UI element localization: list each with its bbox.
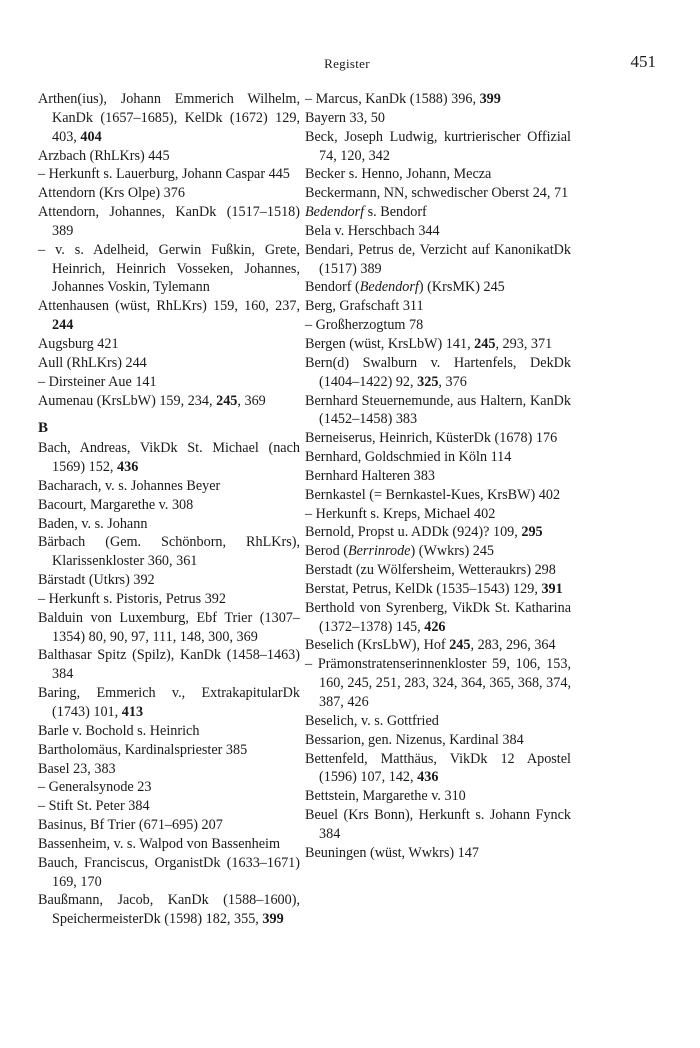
index-entry <box>305 429 571 448</box>
entry-text: Basel 23, 383 <box>38 760 116 777</box>
entry-text: Bendari, Petrus de, Verzicht auf KanonikatDk (1517) 389 <box>305 241 571 277</box>
index-entry <box>305 486 571 505</box>
entry-text: – Großherzogtum 78 <box>305 317 424 334</box>
main-reference: 436 <box>417 769 439 786</box>
entry-text: Augsburg 421 <box>38 335 119 352</box>
entry-text: , 369 <box>237 392 266 409</box>
entry-text: Bern(d) Swalburn v. Hartenfels, DekDk (1404–1422) 92, <box>305 354 571 390</box>
entry-text: Berthold von Syrenberg, VikDk St. Katharina (1372–1378) 145, <box>305 599 571 635</box>
entry-text: Bernold, Propst u. ADDk (924)? 109, <box>305 524 522 541</box>
index-entry <box>305 655 571 712</box>
index-entry <box>38 373 300 392</box>
entry-text: Bergen (wüst, KrsLbW) 141, <box>305 335 475 352</box>
main-reference: 426 <box>424 618 446 635</box>
entry-text: Bauch, Franciscus, OrganistDk (1633–1671) 169, 170 <box>38 854 300 890</box>
main-reference: 244 <box>52 317 74 334</box>
entry-text: Attendorn, Johannes, KanDk (1517–1518) 389 <box>38 204 300 239</box>
index-entry <box>38 684 300 722</box>
entry-text: Berneiserus, Heinrich, KüsterDk (1678) 176 <box>305 430 558 447</box>
index-entry <box>38 297 300 335</box>
entry-text: – Herkunft s. Lauerburg, Johann Caspar 445 <box>38 166 290 183</box>
index-entry <box>305 184 571 203</box>
main-reference: 391 <box>541 580 563 597</box>
entry-text: Beselich, v. s. Gottfried <box>305 712 439 729</box>
entry-text: Aumenau (KrsLbW) 159, 234, <box>38 392 217 409</box>
entry-text: ) (Wwkrs) 245 <box>410 543 495 560</box>
entry-text: Aull (RhLKrs) 244 <box>38 354 147 371</box>
entry-text: Bettenfeld, Matthäus, VikDk 12 Apostel (1596) 107, 142, <box>305 750 571 786</box>
historic-name: Bedendorf <box>305 204 365 221</box>
entry-text: – Prämonstratenserinnenkloster 59, 106, 153, 160, 245, 251, 283, 324, 364, 365, 368, 374, 387, 426 <box>305 656 571 710</box>
entry-text: Bendorf ( <box>305 279 360 296</box>
entry-text: Attenhausen (wüst, RhLKrs) 159, 160, 237, <box>38 298 300 315</box>
index-entry <box>38 646 300 684</box>
entry-text: Bessarion, gen. Nizenus, Kardinal 384 <box>305 731 524 748</box>
index-entry <box>305 599 571 637</box>
main-reference: 245 <box>449 637 471 654</box>
index-entry <box>38 477 300 496</box>
index-entry <box>305 278 571 297</box>
entry-text: ) (KrsMK) 245 <box>418 279 505 296</box>
main-reference: 436 <box>117 459 139 476</box>
index-entry <box>305 392 571 430</box>
index-column-left <box>38 90 300 929</box>
index-entry <box>305 128 571 166</box>
entry-text: Baring, Emmerich v., ExtrakapitularDk (1743) 101, <box>38 685 300 720</box>
index-entry <box>305 523 571 542</box>
index-entry <box>38 354 300 373</box>
index-entry <box>38 741 300 760</box>
main-reference: 399 <box>479 91 501 107</box>
historic-name: Berrinrode <box>347 543 411 560</box>
index-entry <box>38 515 300 534</box>
entry-text: – v. s. Adelheid, Gerwin Fußkin, Grete, Heinrich, Heinrich Vosseken, Johannes, Johannes Voskin, Tylemann <box>38 241 300 296</box>
index-entry <box>305 561 571 580</box>
index-entry <box>38 609 300 647</box>
main-reference: 404 <box>80 128 102 145</box>
main-reference: 399 <box>262 911 284 928</box>
index-entry <box>305 222 571 241</box>
entry-text: Baden, v. s. Johann <box>38 515 148 532</box>
index-entry <box>38 722 300 741</box>
page-number: 451 <box>630 52 656 71</box>
entry-text: Attendorn (Krs Olpe) 376 <box>38 185 185 202</box>
index-entry <box>305 448 571 467</box>
index-entry <box>305 731 571 750</box>
entry-text: Beuningen (wüst, Wwkrs) 147 <box>305 844 479 861</box>
main-reference: 245 <box>216 392 238 409</box>
entry-text: Arthen(ius), Johann Emmerich Wilhelm, KanDk (1657–1685), KelDk (1672) 129, 403, <box>38 91 300 145</box>
index-entry <box>38 778 300 797</box>
entry-text: Bartholomäus, Kardinalspriester 385 <box>38 741 248 758</box>
index-entry <box>38 590 300 609</box>
index-entry <box>305 109 571 128</box>
index-column-right <box>305 90 571 863</box>
index-entry <box>38 797 300 816</box>
index-entry <box>38 392 300 411</box>
index-entry <box>38 496 300 515</box>
entry-text: Balduin von Luxemburg, Ebf Trier (1307–1354) 80, 90, 97, 111, 148, 300, 369 <box>38 609 300 645</box>
index-entry <box>305 165 571 184</box>
entry-text: Bassenheim, v. s. Walpod von Bassenheim <box>38 835 280 852</box>
index-entry <box>305 203 571 222</box>
index-entry <box>305 542 571 561</box>
index-entry <box>305 712 571 731</box>
index-entry <box>305 297 571 316</box>
index-entry <box>38 760 300 779</box>
entry-text: Bacourt, Margarethe v. 308 <box>38 496 194 513</box>
index-entry <box>38 241 300 298</box>
entry-text: Bayern 33, 50 <box>305 109 385 126</box>
entry-text: , 293, 371 <box>495 335 553 352</box>
index-entry <box>38 90 300 147</box>
entry-text: Bernhard, Goldschmied in Köln 114 <box>305 449 512 466</box>
entry-text: Beuel (Krs Bonn), Herkunft s. Johann Fynck 384 <box>305 807 571 842</box>
main-reference: 245 <box>474 335 496 352</box>
entry-text: Bacharach, v. s. Johannes Beyer <box>38 477 221 494</box>
index-entry <box>305 806 571 844</box>
index-entry <box>305 787 571 806</box>
index-entry <box>305 316 571 335</box>
index-entry <box>38 335 300 354</box>
entry-text: Bernhard Steuernemunde, aus Haltern, KanDk (1452–1458) 383 <box>305 392 571 428</box>
entry-text: Beselich (KrsLbW), Hof <box>305 637 450 654</box>
entry-text: – Herkunft s. Pistoris, Petrus 392 <box>38 590 226 607</box>
index-entry <box>305 335 571 354</box>
main-reference: 325 <box>417 373 439 390</box>
index-entry <box>305 354 571 392</box>
entry-text: Barle v. Bochold s. Heinrich <box>38 722 200 739</box>
index-entry <box>305 636 571 655</box>
index-entry <box>38 816 300 835</box>
entry-text: Bärbach (Gem. Schönborn, RhLKrs), Klarissenkloster 360, 361 <box>38 534 300 570</box>
index-entry <box>38 147 300 166</box>
index-entry <box>305 467 571 486</box>
index-entry <box>305 844 571 863</box>
entry-text: Beck, Joseph Ludwig, kurtrierischer Offizial 74, 120, 342 <box>305 128 571 164</box>
index-entry <box>38 571 300 590</box>
section-letter: B <box>38 420 49 437</box>
entry-text: Berg, Grafschaft 311 <box>305 298 424 315</box>
index-entry <box>38 854 300 892</box>
entry-text: – Marcus, KanDk (1588) 396, <box>305 91 480 107</box>
index-entry <box>305 241 571 279</box>
running-title: Register <box>324 56 370 71</box>
entry-text: s. Bendorf <box>364 204 427 221</box>
index-entry <box>38 165 300 184</box>
index-entry <box>305 90 571 109</box>
entry-text: Bernhard Halteren 383 <box>305 467 436 484</box>
index-entry <box>305 505 571 524</box>
entry-text: Bettstein, Margarethe v. 310 <box>305 788 466 805</box>
entry-text: Bach, Andreas, VikDk St. Michael (nach 1569) 152, <box>38 440 300 476</box>
index-entry <box>38 835 300 854</box>
main-reference: 295 <box>521 524 543 541</box>
entry-text: – Dirsteiner Aue 141 <box>38 373 157 390</box>
index-entry <box>38 184 300 203</box>
entry-text: Arzbach (RhLKrs) 445 <box>38 147 170 164</box>
entry-text: – Stift St. Peter 384 <box>38 798 150 815</box>
entry-text: – Generalsynode 23 <box>38 779 152 796</box>
entry-text: – Herkunft s. Kreps, Michael 402 <box>305 505 496 522</box>
index-entry <box>305 580 571 599</box>
entry-text: Balthasar Spitz (Spilz), KanDk (1458–1463) 384 <box>38 647 300 683</box>
historic-name: Bedendorf <box>359 279 419 296</box>
index-entry <box>38 891 300 929</box>
entry-text: Berstat, Petrus, KelDk (1535–1543) 129, <box>305 580 542 597</box>
index-entry <box>38 533 300 571</box>
index-entry <box>305 750 571 788</box>
entry-text: Berod ( <box>305 543 348 560</box>
entry-text: , 283, 296, 364 <box>470 637 556 654</box>
entry-text: Beckermann, NN, schwedischer Oberst 24, 71 <box>305 185 569 202</box>
entry-text: Berstadt (zu Wölfersheim, Wetteraukrs) 298 <box>305 562 556 579</box>
entry-text: Basinus, Bf Trier (671–695) 207 <box>38 817 223 834</box>
entry-text: , 376 <box>438 373 467 390</box>
index-entry <box>38 439 300 477</box>
entry-text: Baußmann, Jacob, KanDk (1588–1600), SpeichermeisterDk (1598) 182, 355, <box>38 892 300 928</box>
page-header <box>38 52 656 76</box>
entry-text: Bärstadt (Utkrs) 392 <box>38 572 155 589</box>
entry-text: Bernkastel (= Bernkastel-Kues, KrsBW) 402 <box>305 486 561 503</box>
main-reference: 413 <box>121 704 144 720</box>
index-entry <box>38 203 300 241</box>
entry-text: Bela v. Herschbach 344 <box>305 222 440 239</box>
entry-text: Becker s. Henno, Johann, Mecza <box>305 166 492 183</box>
